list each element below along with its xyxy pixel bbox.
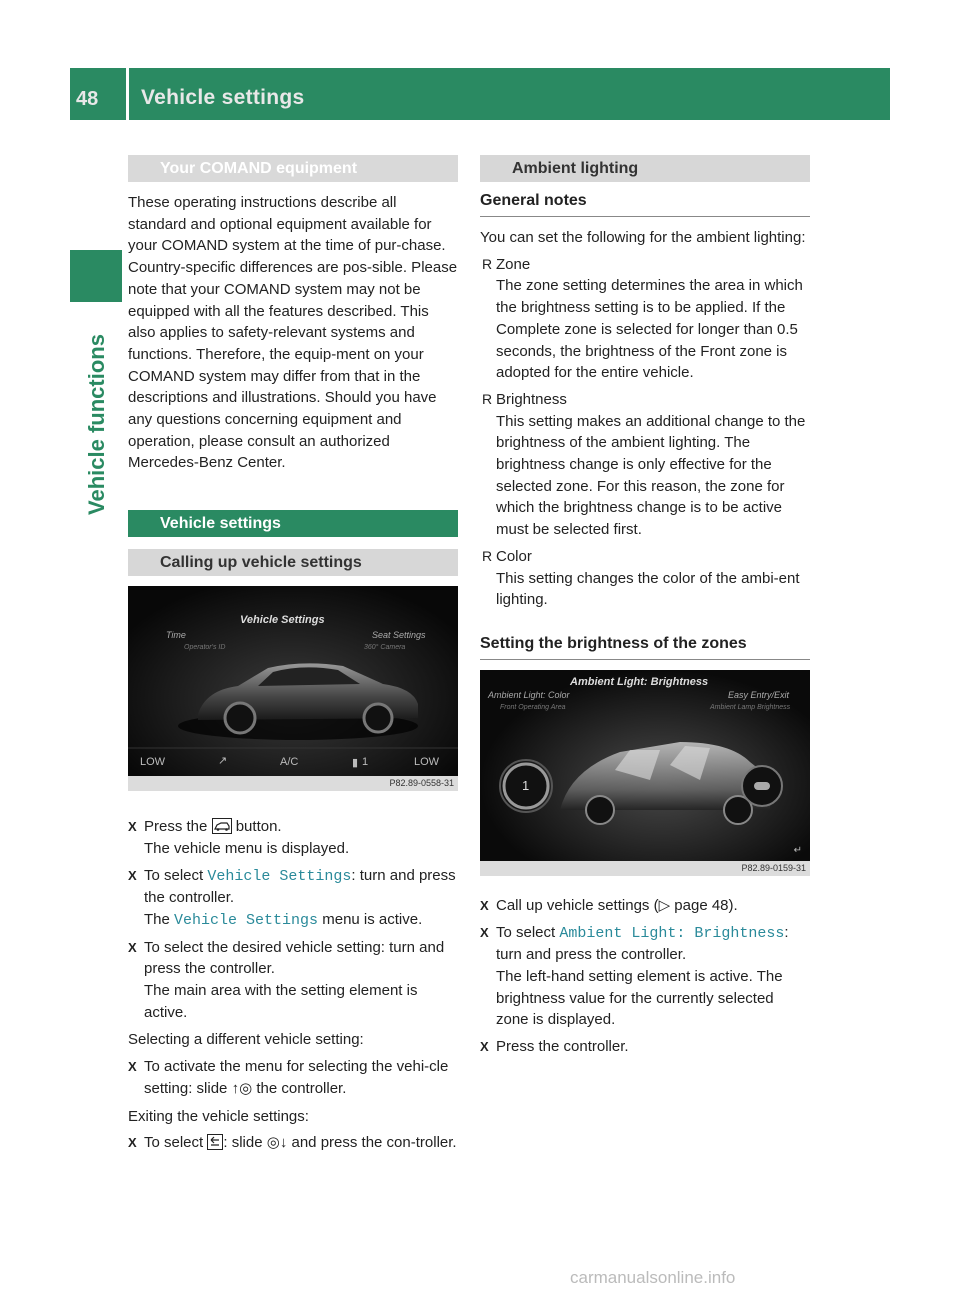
page-number: 48 [76,88,99,110]
section-heading-calling: Calling up vehicle settings [128,549,458,576]
step-press-button: X Press the button. The vehicle menu is displayed. [128,818,350,857]
page-ref-arrow-icon: ▷ [658,896,671,914]
car-interior-illustration [480,670,810,876]
step-call-up: X Call up vehicle settings (▷ page 48). [480,896,738,914]
step-activate-menu: X To activate the menu for selecting the vehi-cle setting: slide ↑◎ the controller. [128,1058,449,1097]
screen2-back-icon: ↵ [793,844,802,856]
screen1-low-right: LOW [414,756,440,769]
screen1-ac: A/C [280,756,299,769]
section-heading-equipment: Your COMAND equipment [128,155,458,182]
selecting-label: Selecting a different vehicle setting: [128,1031,364,1049]
back-icon [207,1134,223,1150]
left-column [128,155,458,1154]
screen2-title: Ambient Light: Brightness [570,675,709,688]
step-select-vehicle-settings: X To select Vehicle Settings: turn and press the controller. The Vehicle Settings menu is active. [128,866,456,929]
header-separator [126,68,129,120]
brightness-dial-value: 1 [522,777,530,793]
screen1-left-label: Time [166,630,186,641]
ambient-intro: You can set the following for the ambient lighting: [480,229,806,246]
section-heading-ambient: Ambient lighting [480,155,810,182]
screen1-low-left: LOW [140,756,166,769]
screen1-title: Vehicle Settings [240,614,325,627]
step-marker: X [128,819,137,835]
side-tab [70,300,122,530]
vehicle-settings-screenshot [128,586,458,791]
screen2-code: P82.89-0159-31 [480,861,810,876]
page-title: Vehicle settings [141,86,305,109]
menu-item-ambient-brightness: Ambient Light: Brightness [559,924,785,942]
screen2-right-label: Easy Entry/Exit [728,689,790,700]
screen1-left-sub: Operator's ID [184,644,226,652]
subheading-setting-brightness: Setting the brightness of the zones [480,635,810,660]
screen2-right-sub: Ambient Lamp Brightness [710,703,791,711]
seat-heat-icon: ↗ [218,755,228,768]
step-press-controller: X Press the controller. [480,1038,629,1056]
right-column [480,155,810,1058]
vehicle-button-icon [212,818,232,834]
screen1-right-sub: 360° Camera [364,644,406,652]
fan-icon: ▮ [352,757,359,770]
side-tab-block [70,250,122,302]
screen1-fan-level: 1 [362,756,369,769]
step-select-setting: X To select the desired vehicle setting: turn and press the controller. The main area with the setting element is active. [128,938,445,1021]
bullet-color: R Color This setting changes the color of the ambi-ent lighting. [482,547,800,609]
slide-up-controller-icon: ↑◎ [231,1079,253,1097]
bullet-zone: R Zone The zone setting determines the area in which the brightness setting is to be applied. If the Complete zone is selected for longer than 0.5 seconds, the brightness of the Front zone is adopted for the entire vehicle. [482,255,803,382]
bullet-brightness: R Brightness This setting makes an additional change to the brightness of the ambient lighting. The brightness change is only effective for the selected zone. For this reason, the zone for which the brightness change is to be active must be selected first. [482,390,806,539]
screen2-left-label: Ambient Light: Color [488,689,570,700]
screen2-left-sub: Front Operating Area [500,703,566,711]
exiting-label: Exiting the vehicle settings: [128,1107,309,1125]
step-exit: X To select : slide ◎↓ and press the con-troller. [128,1134,457,1152]
page-ref-link[interactable]: page 48 [674,896,729,914]
footer-watermark: carmanualsonline.info [570,1268,736,1287]
screen1-code: P82.89-0558-31 [128,776,458,791]
menu-item-vehicle-settings: Vehicle Settings [207,867,352,885]
ambient-brightness-screenshot [480,670,810,876]
step-select-ambient: X To select Ambient Light: Brightness: turn and press the controller. The left-hand setting element is active. The brightness value for the currently selected zone is displayed. [480,923,789,1029]
screen1-right-label: Seat Settings [372,630,426,641]
section-heading-vehicle-settings: Vehicle settings [128,510,458,537]
subheading-general-notes: General notes [480,192,810,217]
slide-down-controller-icon: ◎↓ [266,1134,288,1152]
equipment-paragraph: These operating instructions describe all standard and optional equipment available for your COMAND system at the time of pur-chase. Country-specific differences are pos-sible. Please note that your COMAND system may not be equipped with all the features described. This also applies to safety-relevant systems and functions. Therefore, the equip-ment on your COMAND system may differ from that in the descriptions and illustrations. Should you have any questions concerning equipment and operation, please consult an authorized Mercedes-Benz Center. [128,194,458,472]
side-tab-label: Vehicle functions [84,334,109,515]
